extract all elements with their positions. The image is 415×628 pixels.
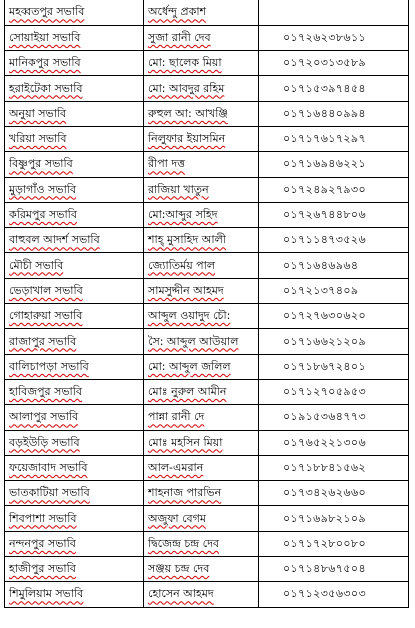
phone-cell	[259, 0, 409, 25]
table-row	[5, 354, 409, 379]
union-cell	[5, 557, 144, 582]
table-row	[5, 76, 409, 101]
union-cell-text: সোয়াইয়া সভাবি	[9, 30, 81, 44]
union-cell-text: হাবিজপুর সভাবি	[9, 385, 83, 399]
person-name-cell	[144, 202, 259, 227]
person-name-cell-text: জ্যোতির্ময় পাল	[148, 258, 216, 272]
table-body	[5, 0, 409, 607]
union-cell-text: ভাতকাটিয়া সভাবি	[9, 486, 90, 500]
table-row	[5, 25, 409, 50]
table-row	[5, 557, 409, 582]
phone-cell	[259, 582, 409, 607]
union-cell-text: বালিচাপড়া সভাবি	[9, 359, 89, 373]
table-row	[5, 304, 409, 329]
union-cell-text: আলাপুর সভাবি	[9, 410, 79, 424]
union-cell-text: মানিকপুর সভাবি	[9, 56, 81, 70]
union-cell-text: অনুয়া সভাবি	[9, 106, 67, 120]
person-name-cell	[144, 25, 259, 50]
person-name-cell	[144, 0, 259, 25]
table-row	[5, 228, 409, 253]
phone-cell-text: ০১৭২৭৬৩০৬২০	[283, 309, 367, 323]
person-name-cell	[144, 278, 259, 303]
phone-cell	[259, 304, 409, 329]
phone-cell-text: ০১৭১৬৯৪৬২২১	[283, 157, 367, 171]
person-name-cell	[144, 51, 259, 76]
table-row	[5, 101, 409, 126]
union-cell-text: মৌচী সভাবি	[9, 258, 64, 272]
union-cell	[5, 304, 144, 329]
union-cell	[5, 202, 144, 227]
contact-table	[4, 0, 409, 608]
union-cell-text: নন্দনপুর সভাবি	[9, 536, 76, 550]
phone-cell	[259, 557, 409, 582]
phone-cell-text: ০১৯১৫৩৬৪৭৭৩	[283, 410, 367, 424]
union-cell	[5, 405, 144, 430]
union-cell	[5, 481, 144, 506]
table-row	[5, 455, 409, 480]
phone-cell-text: ০১৭১২৭০৫৯৫৩	[283, 385, 367, 399]
union-cell-text: বাহুবল আদর্শ সভাবি	[9, 233, 100, 247]
union-cell-text: রাজাপুর সভাবি	[9, 334, 77, 348]
phone-cell	[259, 506, 409, 531]
phone-cell-text: ০১৭১৪৮৬৭৫০৪	[283, 562, 366, 576]
person-name-cell	[144, 430, 259, 455]
table-row	[5, 481, 409, 506]
union-cell	[5, 152, 144, 177]
phone-cell-text: ০১৭২১৩৭৪০৯	[283, 283, 359, 297]
person-name-cell-text: হোসেন আহমদ	[148, 587, 214, 601]
person-name-cell-text: সঞ্জয় চন্দ্র দেব	[148, 562, 210, 576]
table-row	[5, 177, 409, 202]
person-name-cell	[144, 405, 259, 430]
union-cell	[5, 101, 144, 126]
person-name-cell	[144, 177, 259, 202]
table-row	[5, 531, 409, 556]
union-cell	[5, 506, 144, 531]
table-row	[5, 329, 409, 354]
union-cell	[5, 51, 144, 76]
phone-cell	[259, 531, 409, 556]
phone-cell	[259, 101, 409, 126]
table-row	[5, 278, 409, 303]
phone-cell	[259, 405, 409, 430]
person-name-cell	[144, 455, 259, 480]
person-name-cell-text: শাহনাজ পারভিন	[148, 486, 222, 500]
person-name-cell	[144, 101, 259, 126]
table-row	[5, 430, 409, 455]
person-name-cell	[144, 76, 259, 101]
person-name-cell-text: রীপা দত্ত	[148, 157, 185, 171]
union-cell-text: হরাইটেকা সভাবি	[9, 81, 83, 95]
phone-cell-text: ০১৭১১৪৭৩৫২৬	[283, 233, 367, 247]
person-name-cell-text: শাহ্ মুসাহিদ আলী	[148, 233, 226, 247]
union-cell	[5, 430, 144, 455]
phone-cell	[259, 253, 409, 278]
phone-cell-text: ০১৭৬৫২২১৩০৬	[283, 435, 367, 449]
union-cell	[5, 354, 144, 379]
union-cell	[5, 582, 144, 607]
person-name-cell	[144, 126, 259, 151]
person-name-cell-text: মোঃ নুরুল আমীন	[148, 385, 227, 399]
person-name-cell-text: মো:আব্দুর সহিদ	[148, 208, 218, 222]
person-name-cell-text: মোঃ মহসিন মিয়া	[148, 435, 223, 449]
person-name-cell-text: সৈ: আব্দুল আউয়াল	[148, 334, 239, 348]
union-cell-text: গোহারুয়া সভাবি	[9, 309, 83, 323]
person-name-cell	[144, 531, 259, 556]
phone-cell-text: ০১৭১৫৩৯৭৪৫৪	[283, 81, 366, 95]
union-cell	[5, 0, 144, 25]
person-name-cell-text: নিলুফার ইয়াসমিন	[148, 132, 226, 146]
union-cell-text: শিমুলিয়াম সভাবি	[9, 587, 84, 601]
union-cell-text: হাজীপুর সভাবি	[9, 562, 76, 576]
table-row	[5, 405, 409, 430]
phone-cell	[259, 202, 409, 227]
union-cell-text: খরিয়া সভাবি	[9, 132, 67, 146]
phone-cell-text: ০১৭৩৪২৬২৬৬০	[283, 486, 367, 500]
phone-cell	[259, 228, 409, 253]
phone-cell-text: ০১৭২৬২৩৮৬১১	[283, 30, 367, 44]
person-name-cell	[144, 152, 259, 177]
person-name-cell	[144, 506, 259, 531]
union-cell-text: ভেড়াখাল সভাবি	[9, 283, 83, 297]
union-cell	[5, 329, 144, 354]
phone-cell-text: ০১৭১৬৪৬৯৬৪	[283, 258, 359, 272]
union-cell-text: মহব্বতপুর সভাবি	[9, 5, 85, 19]
table-row	[5, 506, 409, 531]
union-cell-text: বড়ইউড়ি সভাবি	[9, 435, 80, 449]
person-name-cell-text: অজুফা বেগম	[148, 511, 206, 525]
table-row	[5, 126, 409, 151]
person-name-cell	[144, 379, 259, 404]
union-cell	[5, 177, 144, 202]
table-row	[5, 202, 409, 227]
person-name-cell-text: সুজা রানী দেব	[148, 30, 211, 44]
person-name-cell-text: মো: আব্দুল জলিল	[148, 359, 231, 373]
person-name-cell-text: অর্ধেন্দু প্রকাশ	[148, 5, 207, 19]
person-name-cell	[144, 253, 259, 278]
union-cell	[5, 379, 144, 404]
person-name-cell-text: আব্দুল ওয়াদুদ চৌ:	[148, 309, 231, 323]
person-name-cell-text: রাজিয়া খাতুন	[148, 182, 209, 196]
person-name-cell-text: মো: ছালেক মিয়া	[148, 56, 222, 70]
person-name-cell	[144, 228, 259, 253]
phone-cell-text: ০১৭১৭২৮০০৮০	[283, 536, 367, 550]
phone-cell	[259, 329, 409, 354]
phone-cell-text: ০১৭১৬৪৪০৯৯৪	[283, 106, 366, 120]
table-row	[5, 253, 409, 278]
phone-cell-text: ০১৭১৮৮৪১৫৬২	[283, 460, 366, 474]
table-row	[5, 379, 409, 404]
phone-cell-text: ০১৭১৭৬১৭২৯৭	[283, 132, 367, 146]
person-name-cell-text: সামসুদ্দীন আহমদ	[148, 283, 224, 297]
union-cell	[5, 76, 144, 101]
person-name-cell	[144, 354, 259, 379]
phone-cell	[259, 177, 409, 202]
phone-cell-text: ০১৭১২৩৫৬৩০৩	[283, 587, 367, 601]
person-name-cell	[144, 481, 259, 506]
phone-cell	[259, 126, 409, 151]
phone-cell	[259, 455, 409, 480]
phone-cell	[259, 51, 409, 76]
table-row	[5, 51, 409, 76]
phone-cell-text: ০১৭১৬৯৮২১০৯	[283, 511, 366, 525]
union-cell	[5, 455, 144, 480]
person-name-cell	[144, 582, 259, 607]
person-name-cell	[144, 304, 259, 329]
phone-cell-text: ০১৭২৬৭৪৪৮০৬	[283, 208, 367, 222]
table-row	[5, 0, 409, 25]
union-cell-text: ফয়েজাবাদ সভাবি	[9, 460, 88, 474]
phone-cell	[259, 379, 409, 404]
union-cell	[5, 126, 144, 151]
union-cell-text: মুড়াগাঁও সভাবি	[9, 182, 77, 196]
union-cell	[5, 278, 144, 303]
person-name-cell	[144, 557, 259, 582]
person-name-cell-text: দ্বিজেন্দ্র চন্দ্র দেব	[148, 536, 220, 550]
phone-cell-text: ০১৭২৪৯২৭৯৩০	[283, 182, 367, 196]
union-cell	[5, 25, 144, 50]
union-cell-text: করিমপুর সভাবি	[9, 208, 77, 222]
union-cell-text: বিষ্ণুপুর সভাবি	[9, 157, 73, 171]
phone-cell-text: ০১৭২০৩১৩৫৮৯	[283, 56, 367, 70]
phone-cell	[259, 354, 409, 379]
union-cell-text: শিবপাশা সভাবি	[9, 511, 77, 525]
table-row	[5, 152, 409, 177]
person-name-cell-text: আল-এমরান	[148, 460, 204, 474]
person-name-cell	[144, 329, 259, 354]
union-cell	[5, 228, 144, 253]
person-name-cell-text: পান্না রানী দে	[148, 410, 205, 424]
phone-cell	[259, 278, 409, 303]
phone-cell	[259, 481, 409, 506]
phone-cell-text: ০১৭১৮৬৭২৪০১	[283, 359, 367, 373]
phone-cell-text: ০১৭১৬৬২১২০৯	[283, 334, 367, 348]
phone-cell	[259, 76, 409, 101]
phone-cell-text	[263, 5, 283, 18]
phone-cell	[259, 25, 409, 50]
union-cell	[5, 531, 144, 556]
phone-cell	[259, 430, 409, 455]
union-cell	[5, 253, 144, 278]
person-name-cell-text: রুহুল আ: আখঞ্জি	[148, 106, 228, 120]
person-name-cell-text: মো: আবদুর রহিম	[148, 81, 225, 95]
phone-cell	[259, 152, 409, 177]
table-row	[5, 582, 409, 607]
